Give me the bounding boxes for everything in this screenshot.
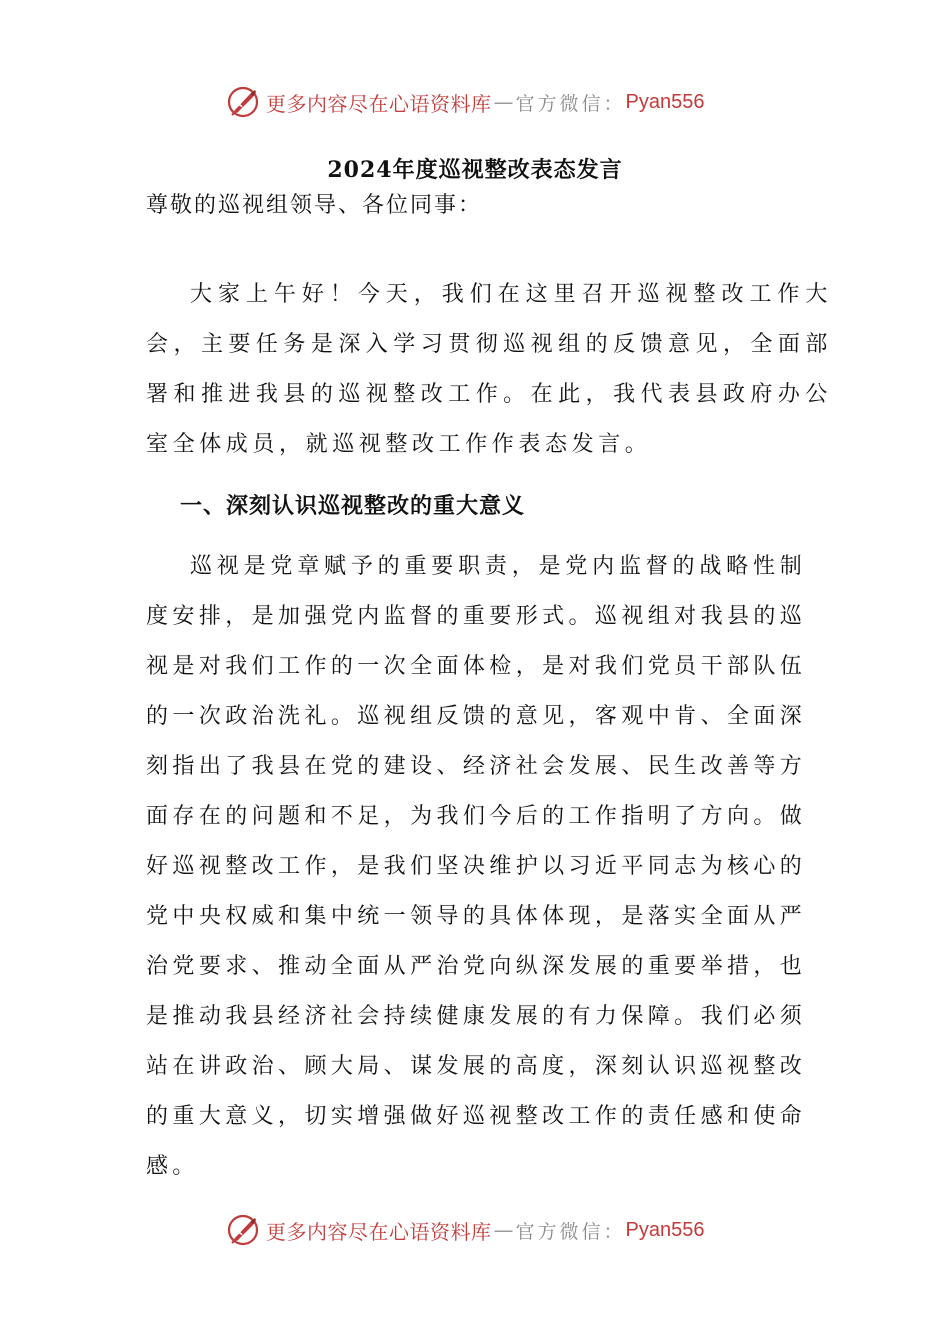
watermark-wechat-label: 官方微信： bbox=[515, 1220, 626, 1243]
watermark-main-text: 更多内容尽在心语资料库 bbox=[266, 1219, 492, 1244]
quill-pen-logo-icon bbox=[226, 85, 260, 119]
quill-pen-logo-icon bbox=[226, 1213, 260, 1247]
watermark-wechat-label: 官方微信： bbox=[515, 92, 626, 115]
watermark-footer bbox=[226, 1212, 704, 1248]
watermark-dash: — bbox=[493, 90, 514, 114]
watermark-header bbox=[226, 84, 704, 120]
watermark-wechat-id: Pyan556 bbox=[625, 1218, 705, 1241]
watermark-wechat-id: Pyan556 bbox=[625, 90, 705, 113]
section-paragraph: 巡视是党章赋予的重要职责，是党内监督的战略性制度安排，是加强党内监督的重要形式。巡视组对我县的巡视是对我们工作的一次全面体检，是对我们党员干部队伍的一次政治洗礼。巡视组反馈的意见，客观中肯、全面深刻指出了我县在党的建设、经济社会发展、民生改善等方面存在的问题和不足，为我们今后的工作指明了方向。做好巡视整改工作，是我们坚决维护以习近平同志为核心的党中央权威和集中统一领导的具体体现，是落实全面从严治党要求、推动全面从严治党向纵深发展的重要举措，也是推动我县经济社会持续健康发展的有力保障。我们必须站在讲政治、顾大局、谋发展的高度，深刻认识巡视整改的重大意义，切实增强做好巡视整改工作的责任感和使命感。 bbox=[146, 554, 806, 1179]
intro-paragraph: 大家上午好！今天，我们在这里召开巡视整改工作大会，主要任务是深入学习贯彻巡视组的反馈意见，全面部署和推进我县的巡视整改工作。在此，我代表县政府办公室全体成员，就巡视整改工作作表态发言。 bbox=[146, 282, 832, 457]
salutation: 尊敬的巡视组领导、各位同事： bbox=[146, 193, 483, 218]
section-heading: 一、深刻认识巡视整改的重大意义 bbox=[180, 493, 526, 519]
document-title: 2024年度巡视整改表态发言 bbox=[327, 157, 623, 183]
watermark-main-text: 更多内容尽在心语资料库 bbox=[266, 91, 492, 116]
watermark-dash: — bbox=[493, 1218, 514, 1242]
